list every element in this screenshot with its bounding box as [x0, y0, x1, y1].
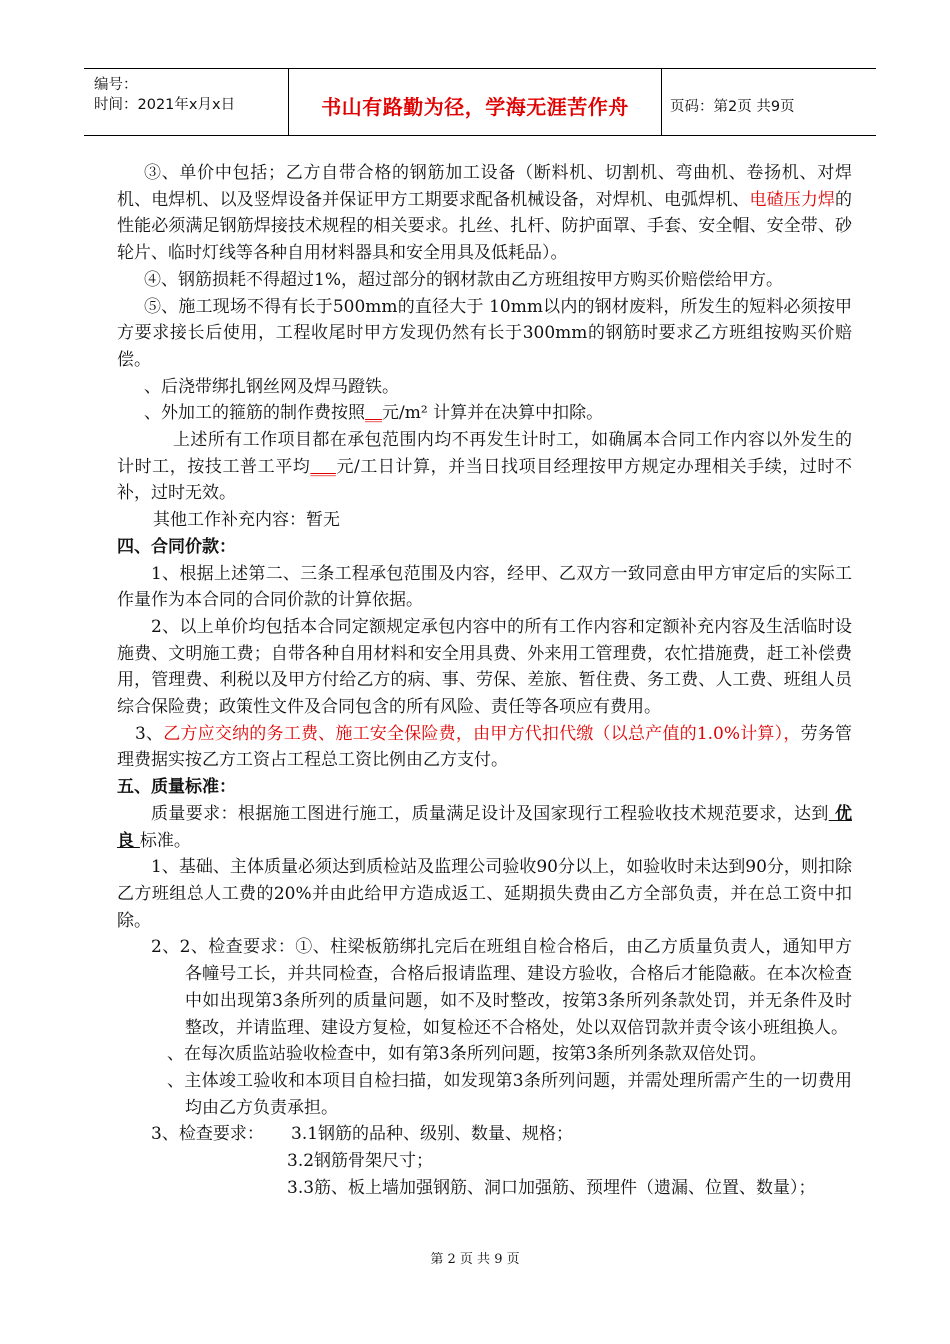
header-motto-cell	[289, 69, 662, 135]
paragraph: 2、2、检查要求：①、柱梁板筋绑扎完后在班组自检合格后，由乙方质量负责人，通知甲方各幢号工长，并共同检查，合格后报请监理、建设方验收，合格后才能隐蔽。在本次检查中如出现第3条所列的质量问题，如不及时整改，按第3条所列条款处罚，并无条件及时整改，并请监理、建设方复检，如复检还不合格处，处以双倍罚款并责令该小班组换人。	[151, 937, 852, 1038]
paragraph: 上述所有工作项目都在承包范围内均不再发生计时工，如确属本合同工作内容以外发生的计时工，按技工普工平均___元/工日计算，并当日找项目经理按甲方规定办理相关手续，过时不补，过时无效。	[117, 430, 853, 504]
header-info-cell	[84, 69, 289, 135]
checklist-item: 3.2钢筋骨架尺寸；	[287, 1151, 434, 1172]
quality-grade: 优良	[117, 803, 852, 851]
highlighted-clause: 乙方应交纳的务工费、施工安全保险费，由甲方代扣代缴（以总产值的1.0%计算），	[163, 723, 801, 744]
section-heading: 四、合同价款：	[117, 536, 236, 557]
paragraph: ③、单价中包括；乙方自带合格的钢筋加工设备（断料机、切割机、弯曲机、卷扬机、对焊机、电焊机、以及竖焊设备并保证甲方工期要求配备机械设备，对焊机、电弧焊机、电碴压力焊的性能必须满足钢筋焊接技术规程的相关要求。扎丝、扎杆、防护面罩、手套、安全帽、安全带、砂轮片、临时灯线等各种自用材料器具和安全用具及低耗品）。	[117, 163, 853, 264]
paragraph: 1、基础、主体质量必须达到质检站及监理公司验收90分以上，如验收时未达到90分，则扣除乙方班组总人工费的20%并由此给甲方造成返工、延期损失费由乙方全部负责，并在总工资中扣除。	[117, 857, 852, 931]
doc-time-label: 时间：2021年x月x日	[94, 97, 236, 113]
section-heading: 五、质量标准：	[117, 777, 236, 798]
page-header	[84, 68, 876, 136]
highlighted-term: 电碴压力焊	[749, 189, 836, 210]
document-body	[117, 160, 852, 1201]
paragraph: 、在每次质监站验收检查中，如有第3条所列问题，按第3条所列条款双倍处罚。	[167, 1044, 767, 1065]
paragraph: 其他工作补充内容：暂无	[153, 510, 340, 531]
paragraph: 质量要求：根据施工图进行施工，质量满足设计及国家现行工程验收技术规范要求，达到 优良 标准。	[117, 803, 852, 851]
paragraph: 、主体竣工验收和本项目自检扫描，如发现第3条所列问题，并需处理所需产生的一切费用均由乙方负责承担。	[167, 1070, 852, 1118]
checklist-item: 3、检查要求： 3.1钢筋的品种、级别、数量、规格；	[117, 1121, 852, 1148]
header-motto: 书山有路勤为径，学海无涯苦作舟	[321, 95, 629, 119]
checklist-label: 3、检查要求：	[151, 1124, 264, 1145]
paragraph: 2、以上单价均包括本合同定额规定承包内容中的所有工作内容和定额补充内容及生活临时设施费、文明施工费；自带各种自用材料和安全用具费、外来用工管理费，农忙措施费，赶工补偿费用，管理费、利税以及甲方付给乙方的病、事、劳保、差旅、暂住费、务工费、人工费、班组人员综合保险费；政策性文件及合同包含的所有风险、责任等各项应有费用。	[117, 616, 852, 718]
header-page-cell	[662, 69, 876, 135]
paragraph: 3、乙方应交纳的务工费、施工安全保险费，由甲方代扣代缴（以总产值的1.0%计算），劳务管理费据实按乙方工资占工程总工资比例由乙方支付。	[117, 723, 853, 771]
checklist-item: 3.3筋、板上墙加强钢筋、洞口加强筋、预埋件（遗漏、位置、数量）；	[287, 1177, 816, 1198]
paragraph: ④、钢筋损耗不得超过1%，超过部分的钢材款由乙方班组按甲方购买价赔偿给甲方。	[144, 269, 783, 290]
page-footer: 第 2 页 共 9 页	[430, 1252, 520, 1267]
header-page-number: 页码：第2页 共9页	[670, 99, 795, 115]
fill-blank: ___	[310, 456, 336, 477]
paragraph: ⑤、施工现场不得有长于500mm的直径大于 10mm以内的钢材废料，所发生的短料必须按甲方要求接长后使用，工程收尾时甲方发现仍然有长于300mm的钢筋时要求乙方班组按购买价赔偿。	[117, 296, 852, 370]
paragraph: 1、根据上述第二、三条工程承包范围及内容，经甲、乙双方一致同意由甲方审定后的实际工作量作为本合同的合同价款的计算依据。	[117, 563, 852, 611]
paragraph: 、外加工的箍筋的制作费按照__元/m² 计算并在决算中扣除。	[144, 403, 604, 424]
paragraph: 、后浇带绑扎钢丝网及焊马蹬铁。	[144, 376, 399, 397]
doc-number-label: 编号：	[94, 77, 138, 93]
fill-blank: __	[365, 403, 382, 424]
